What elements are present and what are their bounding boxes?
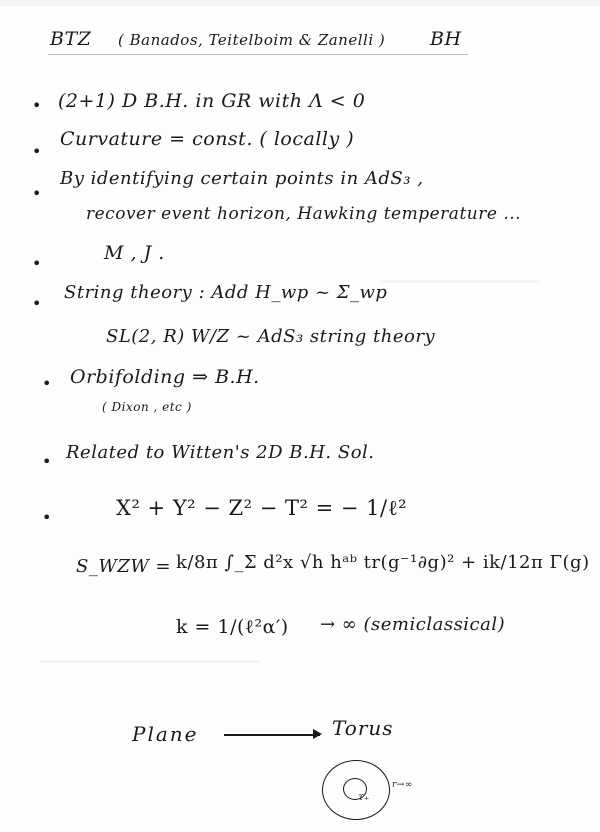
- bullet-dot: •: [42, 452, 52, 471]
- limit-label: r→∞: [392, 780, 413, 790]
- header-suffix: BH: [430, 28, 462, 50]
- torus-label: Torus: [332, 716, 394, 740]
- wzw-action-lhs: S_WZW =: [76, 556, 172, 577]
- k-limit: → ∞ (semiclassical): [320, 614, 506, 635]
- note-line-3b: recover event horizon, Hawking temperature ...: [86, 204, 522, 224]
- scan-edge: [0, 0, 600, 6]
- bullet-dot: •: [32, 184, 42, 203]
- note-line-6: Orbifolding ⇒ B.H.: [70, 366, 260, 388]
- bullet-dot: •: [42, 374, 52, 393]
- note-line-1: (2+1) D B.H. in GR with Λ < 0: [58, 90, 366, 112]
- bullet-dot: •: [32, 96, 42, 115]
- circle-label: τ₊: [358, 792, 370, 803]
- scan-artifact: [40, 660, 260, 663]
- plane-label: Plane: [132, 722, 199, 746]
- note-line-6b: ( Dixon , etc ): [102, 400, 192, 414]
- bullet-dot: •: [32, 254, 42, 273]
- note-line-4: M , J .: [104, 242, 165, 264]
- bullet-dot: •: [32, 142, 42, 161]
- note-line-3: By identifying certain points in AdS₃ ,: [60, 168, 424, 189]
- note-line-5: String theory : Add H_wp ~ Σ_wp: [64, 282, 388, 303]
- bullet-dot: •: [42, 508, 52, 527]
- header-authors: ( Banados, Teitelboim & Zanelli ): [118, 31, 386, 49]
- header-title: BTZ: [50, 28, 92, 50]
- note-line-5b: SL(2, R) W/Z ~ AdS₃ string theory: [106, 326, 436, 347]
- scan-artifact: [380, 280, 540, 283]
- k-definition: k = 1/(ℓ²α′): [176, 616, 289, 638]
- note-line-2: Curvature = const. ( locally ): [60, 128, 355, 150]
- plane-to-torus-arrow: [224, 734, 320, 736]
- note-line-7: Related to Witten's 2D B.H. Sol.: [66, 442, 375, 463]
- header-underline: [48, 54, 468, 55]
- hyperboloid-equation: X² + Y² − Z² − T² = − 1/ℓ²: [116, 496, 408, 520]
- bullet-dot: •: [32, 294, 42, 313]
- wzw-action-rhs: k/8π ∫_Σ d²x √h hᵃᵇ tr(g⁻¹∂g)² + ik/12π Γ(g): [176, 552, 590, 573]
